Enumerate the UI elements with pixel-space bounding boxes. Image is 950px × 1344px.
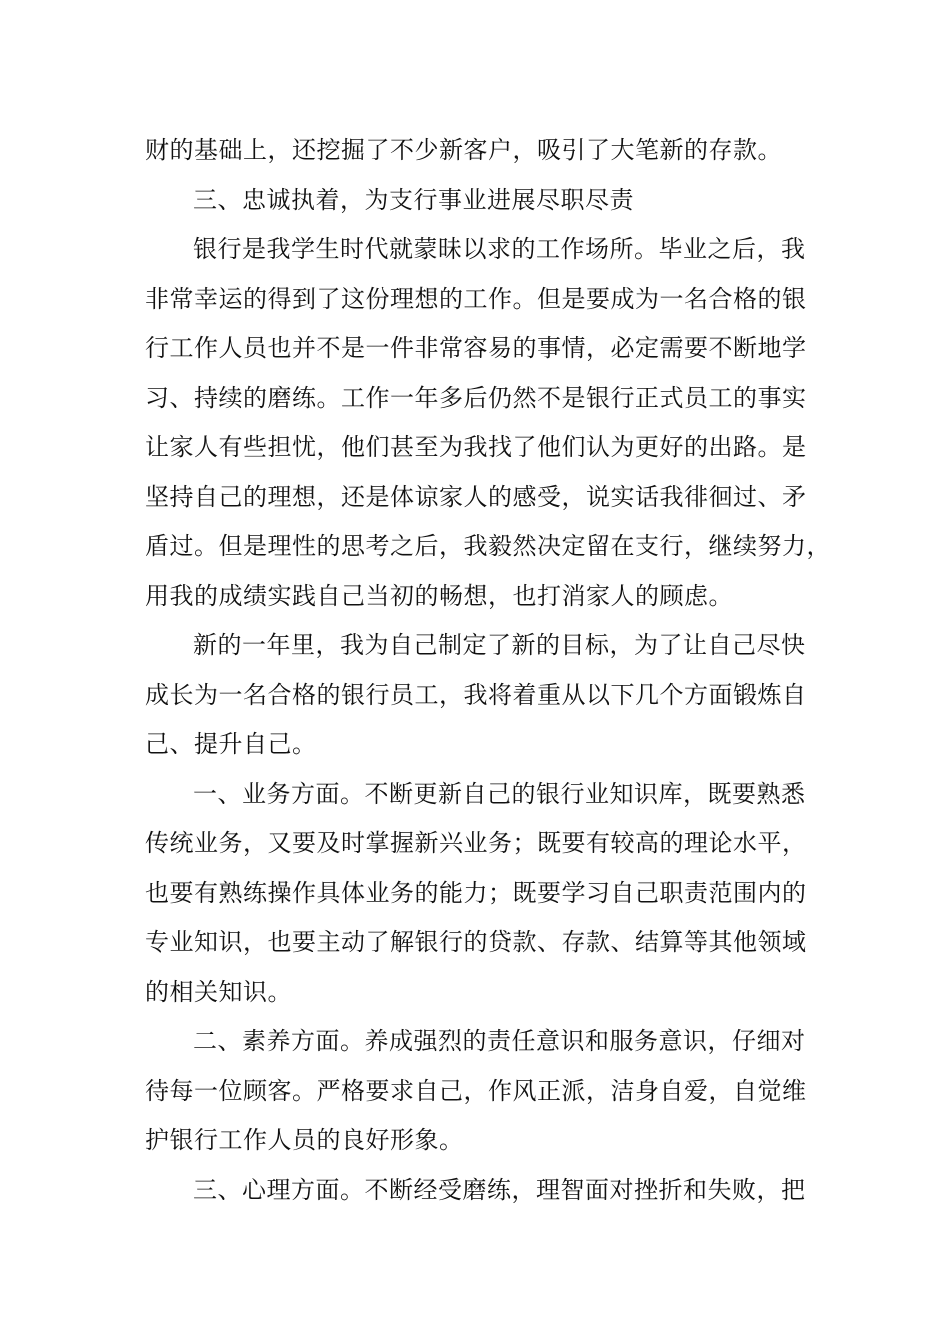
- paragraph-line-start: 三、心理方面。不断经受磨练，理智面对挫折和失败，把: [193, 1175, 806, 1204]
- paragraph-line-start: 银行是我学生时代就蒙昧以求的工作场所。毕业之后，我: [193, 235, 806, 263]
- text-line-16: 也要有熟练操作具体业务的能力；既要学习自己职责范围内的: [145, 878, 807, 907]
- text-line-12: 成长为一名合格的银行员工，我将着重从以下几个方面锻炼自: [145, 680, 807, 709]
- text-line-18: 的相关知识。: [145, 977, 292, 1006]
- paragraph-line-start: 二、素养方面。养成强烈的责任意识和服务意识，仔细对: [193, 1027, 806, 1055]
- text-line-15: 传统业务，又要及时掌握新兴业务；既要有较高的理论水平，: [145, 829, 807, 857]
- body-text: [145, 126, 831, 1215]
- text-line-4: 非常幸运的得到了这份理想的工作。但是要成为一名合格的银: [145, 284, 807, 313]
- text-line-1: 财的基础上，还挖掘了不少新客户，吸引了大笔新的存款。: [145, 136, 782, 164]
- paragraph-line-start: 一、业务方面。不断更新自己的银行业知识库，既要熟悉: [193, 779, 806, 808]
- text-line-13: 己、提升自己。: [145, 730, 317, 758]
- text-line-7: 让家人有些担忧，他们甚至为我找了他们认为更好的出路。是: [145, 433, 807, 461]
- text-line-6: 习、持续的磨练。工作一年多后仍然不是银行正式员工的事实: [145, 383, 807, 412]
- text-line-20: 待每一位顾客。严格要求自己，作风正派，洁身自爱，自觉维: [145, 1076, 807, 1105]
- section-heading-3: 三、忠诚执着，为支行事业进展尽职尽责: [193, 185, 634, 214]
- text-line-5: 行工作人员也并不是一件非常容易的事情，必定需要不断地学: [145, 334, 807, 362]
- text-line-10: 用我的成绩实践自己当初的畅想，也打消家人的顾虑。: [145, 581, 733, 610]
- text-line-17: 专业知识，也要主动了解银行的贷款、存款、结算等其他领域: [145, 928, 807, 956]
- text-line-8: 坚持自己的理想，还是体谅家人的感受，说实话我徘徊过、矛: [145, 482, 807, 511]
- paragraph-line-start: 新的一年里，我为自己制定了新的目标，为了让自己尽快: [193, 631, 806, 659]
- text-line-9: 盾过。但是理性的思考之后，我毅然决定留在支行，继续努力，: [145, 532, 831, 560]
- text-line-21: 护银行工作人员的良好形象。: [145, 1126, 464, 1154]
